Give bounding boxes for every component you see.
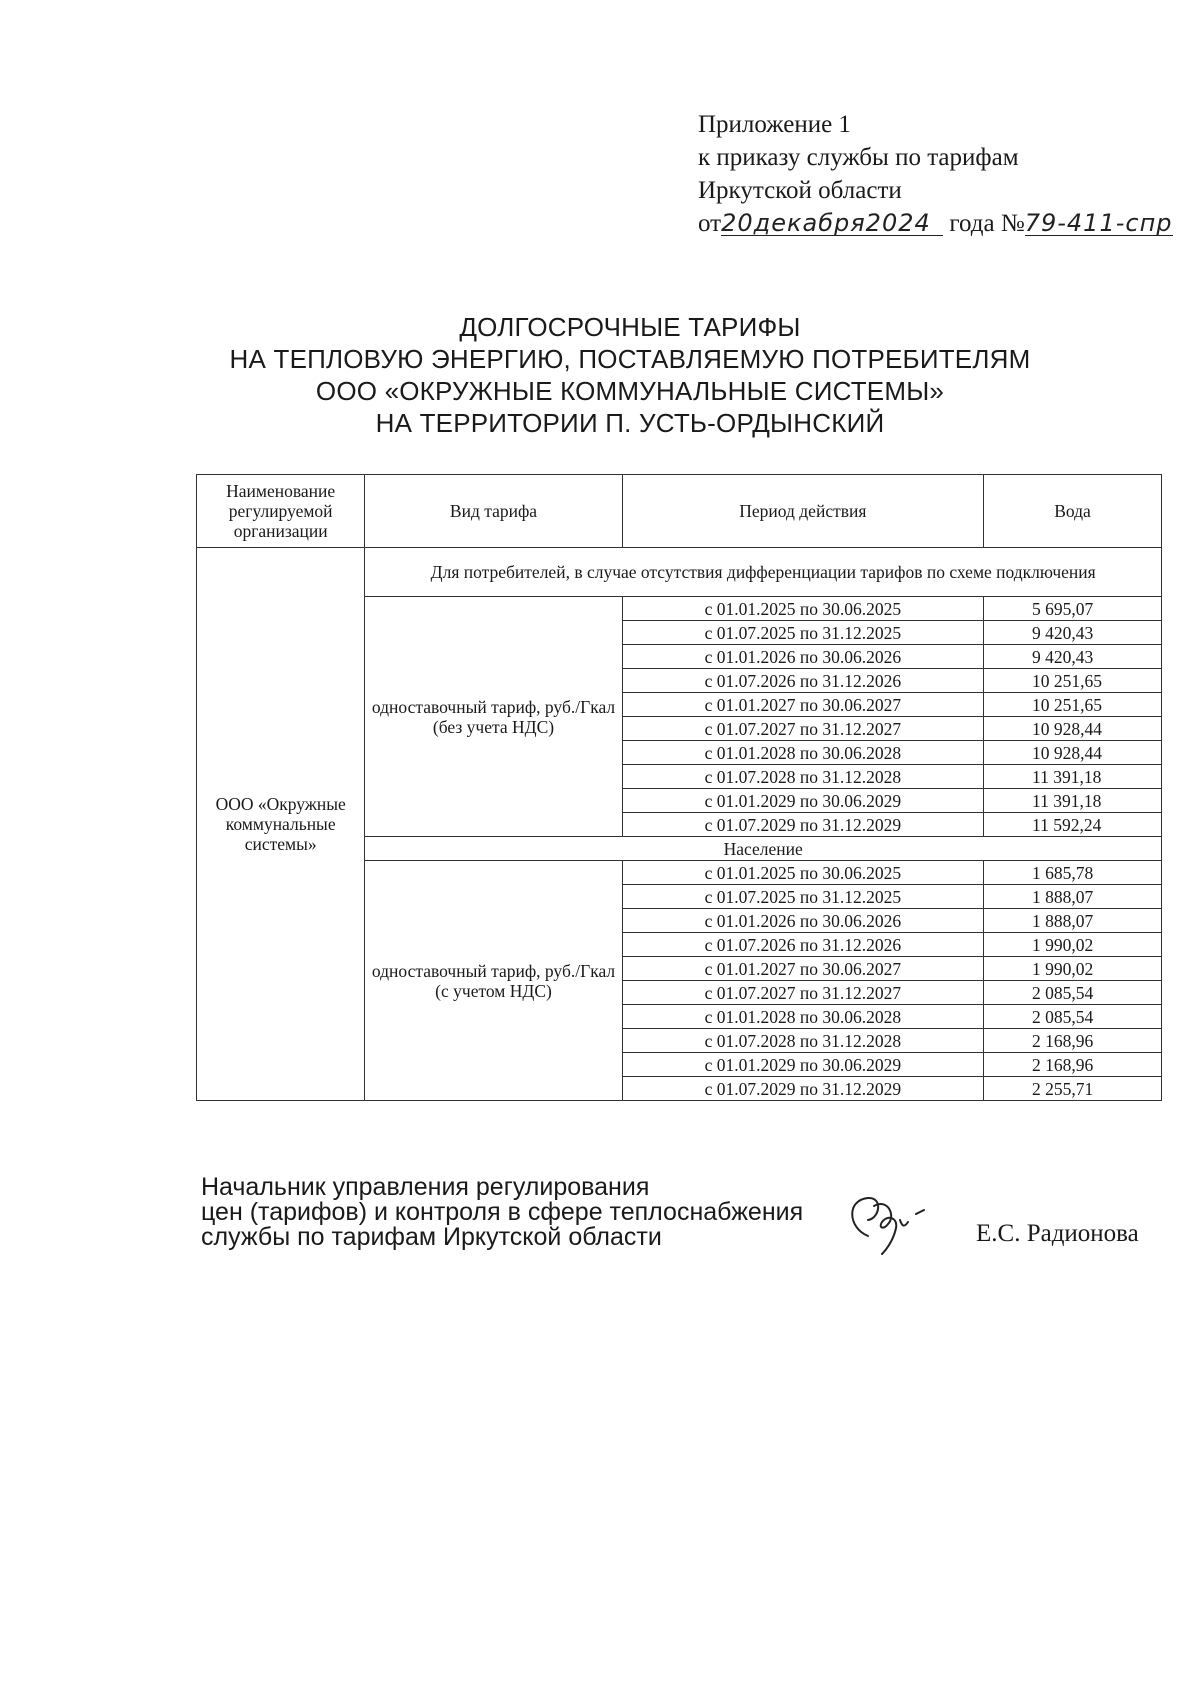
water-value-cell: 11 391,18 (984, 789, 1162, 813)
period-cell: с 01.07.2026 по 31.12.2026 (622, 933, 983, 957)
appendix-order-ref: к приказу службы по тарифам (698, 144, 1019, 171)
water-value-cell: 1 888,07 (984, 885, 1162, 909)
position-line-3: службы по тарифам Иркутской области (201, 1223, 662, 1251)
water-value-cell: 11 391,18 (984, 765, 1162, 789)
water-value-cell: 10 928,44 (984, 717, 1162, 741)
appendix-title: Приложение 1 (698, 111, 851, 138)
period-cell: с 01.01.2025 по 30.06.2025 (622, 597, 983, 621)
water-value-cell: 1 990,02 (984, 933, 1162, 957)
period-cell: с 01.01.2026 по 30.06.2026 (622, 645, 983, 669)
title-line-2: НА ТЕПЛОВУЮ ЭНЕРГИЮ, ПОСТАВЛЯЕМУЮ ПОТРЕБИТЕЛЯМ (229, 344, 1031, 374)
period-cell: с 01.01.2027 по 30.06.2027 (622, 957, 983, 981)
water-value-cell: 1 990,02 (984, 957, 1162, 981)
period-cell: с 01.07.2027 по 31.12.2027 (622, 717, 983, 741)
tariff-type-cell: одноставочный тариф, руб./Гкал (без учета НДС) (365, 597, 622, 837)
period-cell: с 01.01.2029 по 30.06.2029 (622, 789, 983, 813)
water-value-cell: 10 251,65 (984, 669, 1162, 693)
section-title: Для потребителей, в случае отсутствия дифференциации тарифов по схеме подключения (365, 548, 1162, 597)
water-value-cell: 1 888,07 (984, 909, 1162, 933)
signatory-name: Е.С. Радионова (976, 1220, 1139, 1247)
appendix-region: Иркутской области (698, 177, 902, 204)
water-value-cell: 2 085,54 (984, 1005, 1162, 1029)
water-value-cell: 10 928,44 (984, 741, 1162, 765)
water-value-cell: 1 685,78 (984, 861, 1162, 885)
header-org: Наименование регулируемой организации (197, 475, 365, 548)
handwritten-signature (838, 1188, 938, 1258)
document-title (180, 311, 1080, 439)
period-cell: с 01.07.2028 по 31.12.2028 (622, 765, 983, 789)
water-value-cell: 2 255,71 (984, 1077, 1162, 1101)
water-value-cell: 11 592,24 (984, 813, 1162, 837)
tariff-type-cell: одноставочный тариф, руб./Гкал (с учетом НДС) (365, 861, 622, 1101)
position-line-2: цен (тарифов) и контроля в сфере теплоснабжения (201, 1198, 804, 1226)
water-value-cell: 2 168,96 (984, 1053, 1162, 1077)
organization-cell: ООО «Окружные коммунальные системы» (197, 548, 365, 1101)
handwritten-date: 20декабря2024 (721, 211, 943, 236)
period-cell: с 01.07.2029 по 31.12.2029 (622, 1077, 983, 1101)
period-cell: с 01.01.2028 по 30.06.2028 (622, 1005, 983, 1029)
header-water: Вода (984, 475, 1162, 548)
handwritten-order-number: 79-411-спр (1024, 209, 1173, 237)
signatory-position (201, 1175, 803, 1250)
period-cell: с 01.01.2026 по 30.06.2026 (622, 909, 983, 933)
position-line-1: Начальник управления регулирования (201, 1173, 650, 1201)
period-cell: с 01.07.2025 по 31.12.2025 (622, 621, 983, 645)
period-cell: с 01.01.2027 по 30.06.2027 (622, 693, 983, 717)
period-cell: с 01.07.2028 по 31.12.2028 (622, 1029, 983, 1053)
period-cell: с 01.01.2028 по 30.06.2028 (622, 741, 983, 765)
year-word: года № (949, 210, 1025, 237)
title-line-4: НА ТЕРРИТОРИИ П. УСТЬ-ОРДЫНСКИЙ (375, 408, 885, 438)
water-value-cell: 5 695,07 (984, 597, 1162, 621)
period-cell: с 01.07.2025 по 31.12.2025 (622, 885, 983, 909)
title-line-3: ООО «ОКРУЖНЫЕ КОММУНАЛЬНЫЕ СИСТЕМЫ» (315, 376, 945, 406)
water-value-cell: 9 420,43 (984, 621, 1162, 645)
period-cell: с 01.07.2026 по 31.12.2026 (622, 669, 983, 693)
water-value-cell: 2 168,96 (984, 1029, 1162, 1053)
tariff-table-body (197, 475, 1162, 1101)
section-row (197, 548, 1162, 597)
period-cell: с 01.01.2025 по 30.06.2025 (622, 861, 983, 885)
header-tariff-type: Вид тарифа (365, 475, 622, 548)
table-header-row (197, 475, 1162, 548)
section-title: Население (365, 837, 1162, 861)
water-value-cell: 2 085,54 (984, 981, 1162, 1005)
water-value-cell: 9 420,43 (984, 645, 1162, 669)
appendix-block (698, 108, 1173, 240)
period-cell: с 01.01.2029 по 30.06.2029 (622, 1053, 983, 1077)
tariff-table (196, 474, 1162, 1101)
title-line-1: ДОЛГОСРОЧНЫЕ ТАРИФЫ (459, 312, 801, 342)
date-prefix: от (698, 210, 722, 237)
header-period: Период действия (622, 475, 983, 548)
water-value-cell: 10 251,65 (984, 693, 1162, 717)
appendix-date-line (698, 207, 1173, 240)
period-cell: с 01.07.2027 по 31.12.2027 (622, 981, 983, 1005)
period-cell: с 01.07.2029 по 31.12.2029 (622, 813, 983, 837)
